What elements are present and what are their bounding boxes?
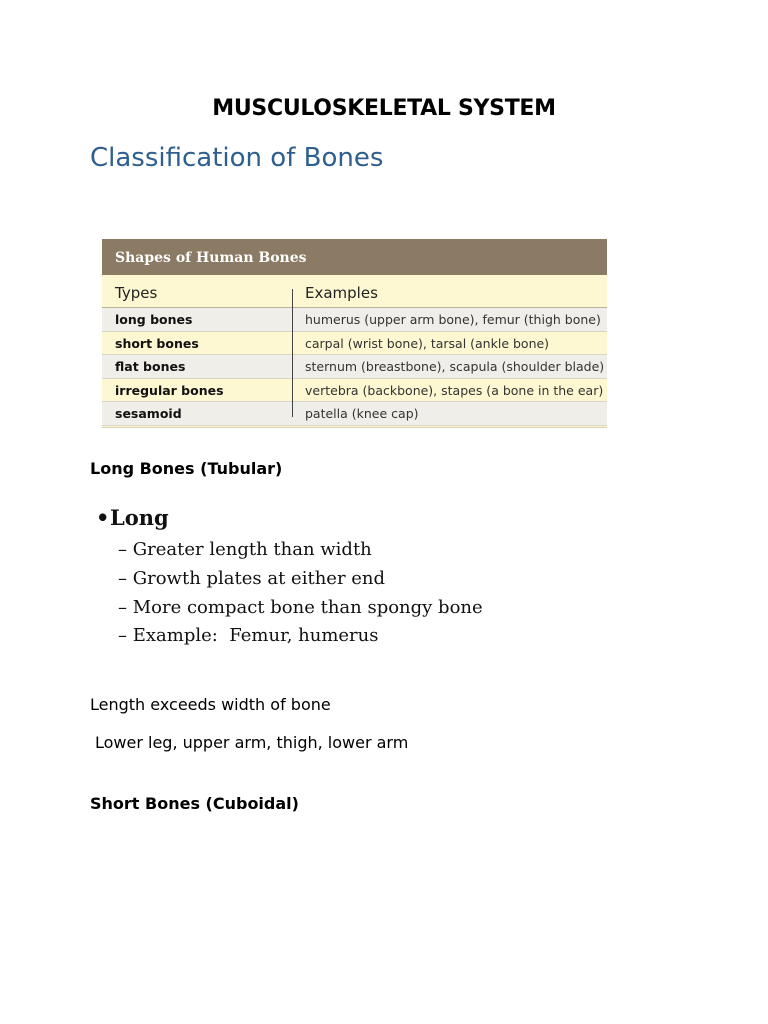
figure-bullet-title: [96, 505, 169, 530]
table-row: [102, 308, 607, 332]
figure-list-item-text: Greater length than width: [132, 539, 372, 560]
type-cell: short bones: [115, 335, 199, 351]
figure-list-item: – More compact bone than spongy bone: [118, 597, 483, 618]
bullet-icon: •: [96, 505, 110, 530]
figure-list-item: – Example: Femur, humerus: [118, 625, 379, 646]
examples-cell: carpal (wrist bone), tarsal (ankle bone): [305, 335, 550, 351]
long-bones-paragraph: Length exceeds width of bone: [90, 695, 331, 714]
table-header-row: [102, 275, 607, 308]
column-header-types: Types: [115, 284, 158, 302]
column-header-examples: Examples: [305, 284, 378, 302]
table-caption: Shapes of Human Bones: [102, 239, 607, 275]
table-row: [102, 402, 607, 426]
type-cell: irregular bones: [115, 382, 224, 398]
table-row: [102, 355, 607, 379]
type-cell: sesamoid: [115, 406, 182, 422]
table-row: [102, 379, 607, 403]
examples-cell: vertebra (backbone), stapes (a bone in the ear): [305, 382, 604, 398]
bone-shapes-table: [102, 239, 607, 427]
short-bones-heading: Short Bones (Cuboidal): [90, 794, 299, 813]
document-title: MUSCULOSKELETAL SYSTEM: [212, 96, 556, 121]
type-cell: flat bones: [115, 359, 186, 375]
figure-list-item-text: Example: Femur, humerus: [132, 625, 379, 646]
type-cell: long bones: [115, 312, 193, 327]
figure-title: Long: [110, 505, 169, 530]
long-bones-examples-paragraph: Lower leg, upper arm, thigh, lower arm: [95, 733, 409, 752]
table-body: [102, 308, 607, 426]
long-bones-heading: Long Bones (Tubular): [90, 459, 283, 478]
examples-cell: humerus (upper arm bone), femur (thigh bone): [305, 312, 601, 327]
examples-cell: sternum (breastbone), scapula (shoulder blade): [305, 359, 605, 375]
figure-list-item: – Growth plates at either end: [118, 568, 386, 589]
figure-list-item-text: More compact bone than spongy bone: [132, 597, 483, 618]
figure-list-item-text: Growth plates at either end: [132, 568, 386, 589]
table-row: [102, 332, 607, 356]
section-heading-classification: Classification of Bones: [90, 143, 384, 173]
examples-cell: patella (knee cap): [305, 406, 419, 422]
column-divider: [292, 289, 293, 417]
figure-list-item: – Greater length than width: [118, 539, 372, 560]
long-bones-figure: [96, 505, 516, 655]
